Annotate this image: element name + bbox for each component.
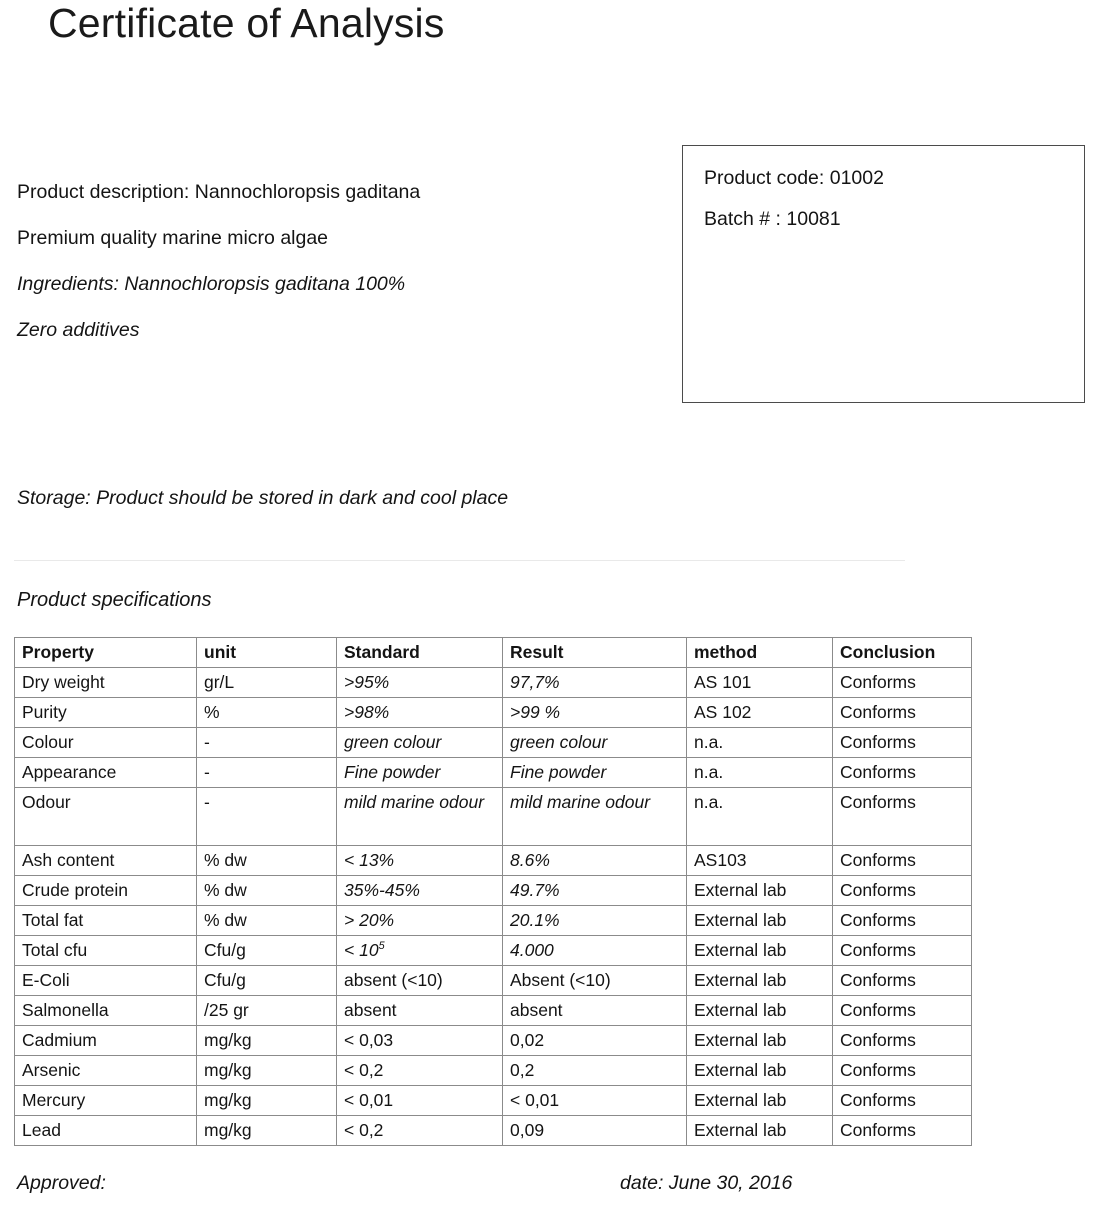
cell-property: Cadmium bbox=[15, 1026, 197, 1056]
cell-unit: Cfu/g bbox=[197, 966, 337, 996]
footer bbox=[17, 1172, 1067, 1202]
table-row bbox=[15, 698, 972, 728]
product-code-box bbox=[682, 145, 1085, 403]
cell-method: External lab bbox=[687, 1056, 833, 1086]
cell-method: External lab bbox=[687, 906, 833, 936]
section-divider bbox=[14, 560, 905, 561]
table-row bbox=[15, 1116, 972, 1146]
cell-standard: < 0,01 bbox=[337, 1086, 503, 1116]
table-row bbox=[15, 1026, 972, 1056]
cell-method: External lab bbox=[687, 1086, 833, 1116]
cell-standard: < 0,2 bbox=[337, 1056, 503, 1086]
cell-conclusion: Conforms bbox=[833, 668, 972, 698]
cell-standard: absent bbox=[337, 996, 503, 1026]
cell-property: Salmonella bbox=[15, 996, 197, 1026]
cell-method: External lab bbox=[687, 996, 833, 1026]
column-header: Property bbox=[15, 638, 197, 668]
specifications-table bbox=[14, 637, 972, 1146]
cell-standard: mild marine odour bbox=[337, 788, 503, 846]
product-description-block bbox=[17, 180, 637, 364]
cell-result: >99 % bbox=[503, 698, 687, 728]
description-line: Ingredients: Nannochloropsis gaditana 100% bbox=[17, 273, 406, 295]
cell-standard: < 0,2 bbox=[337, 1116, 503, 1146]
cell-conclusion: Conforms bbox=[833, 1056, 972, 1086]
cell-method: External lab bbox=[687, 1116, 833, 1146]
cell-property: Total cfu bbox=[15, 936, 197, 966]
cell-unit: % dw bbox=[197, 876, 337, 906]
cell-unit: - bbox=[197, 728, 337, 758]
batch-number-value: Batch # : 10081 bbox=[704, 208, 841, 230]
cell-conclusion: Conforms bbox=[833, 758, 972, 788]
cell-standard: absent (<10) bbox=[337, 966, 503, 996]
cell-result: < 0,01 bbox=[503, 1086, 687, 1116]
cell-unit: mg/kg bbox=[197, 1026, 337, 1056]
cell-method: AS 102 bbox=[687, 698, 833, 728]
cell-standard: >95% bbox=[337, 668, 503, 698]
cell-conclusion: Conforms bbox=[833, 728, 972, 758]
cell-property: Crude protein bbox=[15, 876, 197, 906]
cell-method: External lab bbox=[687, 936, 833, 966]
cell-result: absent bbox=[503, 996, 687, 1026]
cell-property: Odour bbox=[15, 788, 197, 846]
table-row bbox=[15, 996, 972, 1026]
cell-result: 0,09 bbox=[503, 1116, 687, 1146]
cell-property: Mercury bbox=[15, 1086, 197, 1116]
table-row bbox=[15, 728, 972, 758]
column-header: unit bbox=[197, 638, 337, 668]
table-row bbox=[15, 966, 972, 996]
table-row bbox=[15, 668, 972, 698]
cell-standard: >98% bbox=[337, 698, 503, 728]
cell-conclusion: Conforms bbox=[833, 996, 972, 1026]
table-row bbox=[15, 1086, 972, 1116]
cell-method: External lab bbox=[687, 1026, 833, 1056]
cell-method: n.a. bbox=[687, 788, 833, 846]
table-row bbox=[15, 906, 972, 936]
cell-property: Total fat bbox=[15, 906, 197, 936]
cell-conclusion: Conforms bbox=[833, 788, 972, 846]
cell-method: n.a. bbox=[687, 758, 833, 788]
table-row bbox=[15, 936, 972, 966]
product-code-value: Product code: 01002 bbox=[704, 167, 884, 189]
table-row bbox=[15, 1056, 972, 1086]
cell-method: AS103 bbox=[687, 846, 833, 876]
cell-unit: - bbox=[197, 758, 337, 788]
description-line: Premium quality marine micro algae bbox=[17, 227, 329, 249]
cell-conclusion: Conforms bbox=[833, 936, 972, 966]
cell-result: 0,02 bbox=[503, 1026, 687, 1056]
cell-conclusion: Conforms bbox=[833, 846, 972, 876]
page-title: Certificate of Analysis bbox=[48, 0, 445, 46]
cell-unit: gr/L bbox=[197, 668, 337, 698]
cell-result: 8.6% bbox=[503, 846, 687, 876]
cell-property: Arsenic bbox=[15, 1056, 197, 1086]
cell-result: Fine powder bbox=[503, 758, 687, 788]
cell-unit: % bbox=[197, 698, 337, 728]
column-header: Standard bbox=[337, 638, 503, 668]
cell-conclusion: Conforms bbox=[833, 698, 972, 728]
cell-result: Absent (<10) bbox=[503, 966, 687, 996]
cell-standard: > 20% bbox=[337, 906, 503, 936]
storage-instructions: Storage: Product should be stored in dark and cool place bbox=[17, 487, 509, 509]
approved-label: Approved: bbox=[17, 1172, 106, 1194]
specifications-heading: Product specifications bbox=[17, 589, 212, 611]
cell-method: n.a. bbox=[687, 728, 833, 758]
cell-unit: % dw bbox=[197, 906, 337, 936]
superscript-exponent: 5 bbox=[378, 940, 385, 953]
cell-conclusion: Conforms bbox=[833, 1086, 972, 1116]
table-header bbox=[15, 638, 972, 668]
cell-standard: < 0,03 bbox=[337, 1026, 503, 1056]
column-header: method bbox=[687, 638, 833, 668]
table-row bbox=[15, 846, 972, 876]
cell-standard: green colour bbox=[337, 728, 503, 758]
cell-unit: mg/kg bbox=[197, 1056, 337, 1086]
cell-conclusion: Conforms bbox=[833, 1116, 972, 1146]
cell-standard: < 13% bbox=[337, 846, 503, 876]
description-line: Zero additives bbox=[17, 319, 140, 341]
cell-property: Dry weight bbox=[15, 668, 197, 698]
cell-result: 49.7% bbox=[503, 876, 687, 906]
cell-conclusion: Conforms bbox=[833, 966, 972, 996]
cell-unit: mg/kg bbox=[197, 1116, 337, 1146]
cell-method: AS 101 bbox=[687, 668, 833, 698]
cell-unit: % dw bbox=[197, 846, 337, 876]
cell-conclusion: Conforms bbox=[833, 876, 972, 906]
cell-unit: Cfu/g bbox=[197, 936, 337, 966]
cell-method: External lab bbox=[687, 876, 833, 906]
cell-standard: < $10^5$ bbox=[337, 936, 503, 966]
cell-result: 97,7% bbox=[503, 668, 687, 698]
cell-unit: mg/kg bbox=[197, 1086, 337, 1116]
table-row bbox=[15, 876, 972, 906]
cell-result: green colour bbox=[503, 728, 687, 758]
cell-property: Lead bbox=[15, 1116, 197, 1146]
date-label: date: June 30, 2016 bbox=[620, 1172, 793, 1194]
cell-conclusion: Conforms bbox=[833, 1026, 972, 1056]
table-body bbox=[15, 668, 972, 1146]
cell-property: Purity bbox=[15, 698, 197, 728]
cell-property: E-Coli bbox=[15, 966, 197, 996]
cell-result: 4.000 bbox=[503, 936, 687, 966]
cell-conclusion: Conforms bbox=[833, 906, 972, 936]
cell-unit: /25 gr bbox=[197, 996, 337, 1026]
cell-unit: - bbox=[197, 788, 337, 846]
cell-property: Ash content bbox=[15, 846, 197, 876]
cell-result: 20.1% bbox=[503, 906, 687, 936]
table-row bbox=[15, 758, 972, 788]
cell-method: External lab bbox=[687, 966, 833, 996]
cell-standard: 35%-45% bbox=[337, 876, 503, 906]
column-header: Conclusion bbox=[833, 638, 972, 668]
cell-standard: Fine powder bbox=[337, 758, 503, 788]
table-header-row bbox=[15, 638, 972, 668]
column-header: Result bbox=[503, 638, 687, 668]
cell-result: mild marine odour bbox=[503, 788, 687, 846]
cell-property: Appearance bbox=[15, 758, 197, 788]
description-line: Product description: Nannochloropsis gaditana bbox=[17, 181, 421, 203]
cell-property: Colour bbox=[15, 728, 197, 758]
table-row bbox=[15, 788, 972, 846]
cell-result: 0,2 bbox=[503, 1056, 687, 1086]
